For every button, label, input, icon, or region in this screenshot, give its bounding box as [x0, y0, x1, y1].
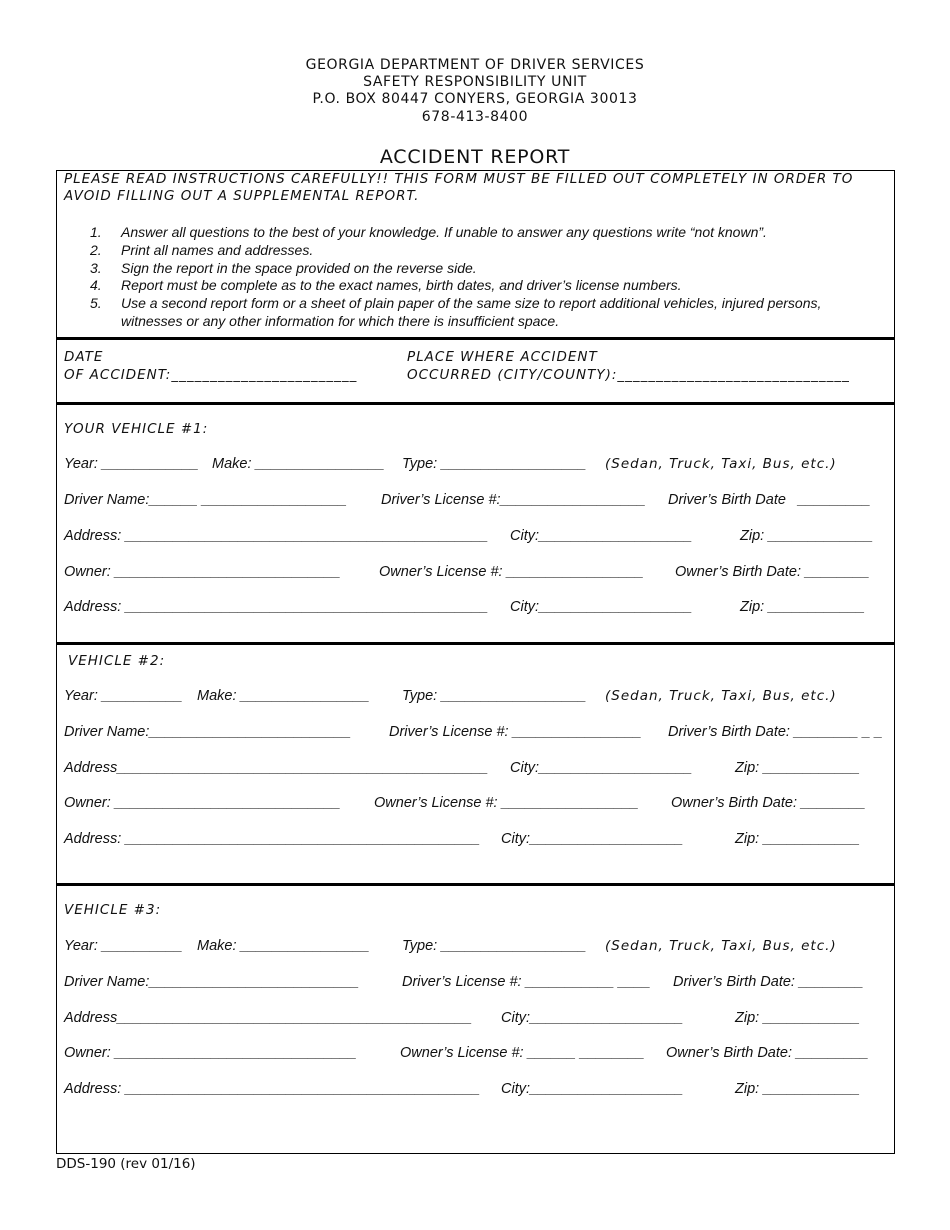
item-text: Answer all questions to the best of your knowledge. If unable to answer any questions write “not known”. — [121, 224, 767, 240]
vehicle-3-address-field[interactable]: Address____________________________________________ — [64, 1010, 473, 1026]
vehicle-1-type-field[interactable]: Type: __________________ — [402, 456, 587, 472]
agency-name: GEORGIA DEPARTMENT OF DRIVER SERVICES — [305, 57, 645, 73]
vehicle-2-address-field[interactable]: Address______________________________________________ — [64, 760, 489, 776]
vehicle-1-owner-field[interactable]: Owner: ____________________________ — [64, 564, 341, 580]
accident-date-field[interactable]: OF ACCIDENT:________________________ — [64, 367, 358, 383]
vehicle-3-zip-field[interactable]: Zip: ____________ — [735, 1010, 860, 1026]
vehicle-2-year-field[interactable]: Year: __________ — [64, 688, 183, 704]
vehicle-2-owner-zip-field[interactable]: Zip: ____________ — [735, 831, 860, 847]
list-item — [90, 295, 880, 331]
vehicle-2-zip-field[interactable]: Zip: ____________ — [735, 760, 860, 776]
accident-place-field[interactable]: OCCURRED (CITY/COUNTY):______________________________ — [407, 367, 850, 383]
vehicle-1-owner-zip-field[interactable]: Zip: ____________ — [740, 599, 865, 615]
item-text: Sign the report in the space provided on the reverse side. — [121, 259, 477, 276]
vehicle-1-year-field[interactable]: Year: ____________ — [64, 456, 199, 472]
section-divider — [56, 337, 895, 340]
vehicle-3-owner-zip-field[interactable]: Zip: ____________ — [735, 1081, 860, 1097]
vehicle-1-type-hint: (Sedan, Truck, Taxi, Bus, etc.) — [605, 456, 837, 472]
item-number: 1. — [90, 224, 102, 240]
vehicle-2-type-hint: (Sedan, Truck, Taxi, Bus, etc.) — [605, 688, 837, 704]
vehicle-1-zip-field[interactable]: Zip: _____________ — [740, 528, 874, 544]
vehicle-1-owner-city-field[interactable]: City:___________________ — [510, 599, 693, 615]
item-text: Use a second report form or a sheet of plain paper of the same size to report additional vehicles, injured persons, witnesses or any other information for which there is insufficient space. — [121, 295, 822, 329]
vehicle-2-driver-birth-date-field[interactable]: Driver’s Birth Date: ________ _ _ — [668, 724, 883, 740]
vehicle-2-owner-license-field[interactable]: Owner’s License #: _________________ — [374, 795, 639, 811]
vehicle-2-owner-birth-date-field[interactable]: Owner’s Birth Date: ________ — [671, 795, 866, 811]
vehicle-3-driver-license-field[interactable]: Driver’s License #: ___________ ____ — [402, 974, 651, 990]
vehicle-1-owner-address-field[interactable]: Address: _____________________________________________ — [64, 599, 489, 615]
vehicle-1-owner-license-field[interactable]: Owner’s License #: _________________ — [379, 564, 644, 580]
vehicle-3-owner-city-field[interactable]: City:___________________ — [501, 1081, 684, 1097]
vehicle-2-owner-city-field[interactable]: City:___________________ — [501, 831, 684, 847]
vehicle-1-heading: YOUR VEHICLE #1: — [64, 421, 209, 437]
vehicle-3-owner-address-field[interactable]: Address: ____________________________________________ — [64, 1081, 481, 1097]
phone-number: 678-413-8400 — [421, 109, 529, 125]
vehicle-3-owner-birth-date-field[interactable]: Owner’s Birth Date: _________ — [666, 1045, 869, 1061]
vehicle-3-type-hint: (Sedan, Truck, Taxi, Bus, etc.) — [605, 938, 837, 954]
vehicle-2-make-field[interactable]: Make: ________________ — [197, 688, 370, 704]
vehicle-3-owner-license-field[interactable]: Owner’s License #: ______ ________ — [400, 1045, 645, 1061]
instructions-list — [90, 224, 880, 331]
vehicle-3-year-field[interactable]: Year: __________ — [64, 938, 183, 954]
vehicle-1-driver-name-field[interactable]: Driver Name:______ __________________ — [64, 492, 347, 508]
instructions-intro: PLEASE READ INSTRUCTIONS CAREFULLY!! THIS FORM MUST BE FILLED OUT COMPLETELY IN ORDER TO AVOID FILLING OUT A SUPPLEMENTAL REPORT. — [64, 171, 854, 204]
page-title: ACCIDENT REPORT — [379, 146, 571, 168]
section-divider — [56, 883, 895, 886]
vehicle-2-owner-address-field[interactable]: Address: ____________________________________________ — [64, 831, 481, 847]
vehicle-2-driver-name-field[interactable]: Driver Name:_________________________ — [64, 724, 352, 740]
item-number: 2. — [90, 241, 102, 258]
item-number: 3. — [90, 259, 102, 276]
item-text: Report must be complete as to the exact names, birth dates, and driver’s license numbers. — [121, 277, 682, 294]
accident-place-label: PLACE WHERE ACCIDENT — [407, 349, 598, 365]
accident-date-label: DATE — [64, 349, 104, 365]
vehicle-1-make-field[interactable]: Make: ________________ — [212, 456, 385, 472]
mailing-address: P.O. BOX 80447 CONYERS, GEORGIA 30013 — [312, 91, 638, 107]
vehicle-3-owner-field[interactable]: Owner: ______________________________ — [64, 1045, 357, 1061]
vehicle-1-address-field[interactable]: Address: _____________________________________________ — [64, 528, 489, 544]
item-number: 4. — [90, 277, 102, 294]
vehicle-3-driver-name-field[interactable]: Driver Name:__________________________ — [64, 974, 360, 990]
vehicle-3-make-field[interactable]: Make: ________________ — [197, 938, 370, 954]
vehicle-3-city-field[interactable]: City:___________________ — [501, 1010, 684, 1026]
list-item — [90, 260, 880, 278]
section-divider — [56, 642, 895, 645]
item-number: 5. — [90, 295, 102, 312]
vehicle-2-type-field[interactable]: Type: __________________ — [402, 688, 587, 704]
vehicle-3-driver-birth-date-field[interactable]: Driver’s Birth Date: ________ — [673, 974, 864, 990]
vehicle-1-city-field[interactable]: City:___________________ — [510, 528, 693, 544]
vehicle-1-driver-license-field[interactable]: Driver’s License #:__________________ — [381, 492, 646, 508]
vehicle-2-owner-field[interactable]: Owner: ____________________________ — [64, 795, 341, 811]
vehicle-1-driver-birth-date-field[interactable]: Driver’s Birth Date _________ — [668, 492, 871, 508]
unit-name: SAFETY RESPONSIBILITY UNIT — [363, 74, 587, 90]
list-item — [90, 224, 880, 242]
form-number: DDS-190 (rev 01/16) — [56, 1156, 196, 1172]
vehicle-2-heading: VEHICLE #2: — [68, 653, 166, 669]
section-divider — [56, 402, 895, 405]
vehicle-3-heading: VEHICLE #3: — [64, 902, 162, 918]
vehicle-2-driver-license-field[interactable]: Driver’s License #: ________________ — [389, 724, 642, 740]
vehicle-2-city-field[interactable]: City:___________________ — [510, 760, 693, 776]
list-item — [90, 242, 880, 260]
vehicle-3-type-field[interactable]: Type: __________________ — [402, 938, 587, 954]
list-item — [90, 277, 880, 295]
vehicle-1-owner-birth-date-field[interactable]: Owner’s Birth Date: ________ — [675, 564, 870, 580]
item-text: Print all names and addresses. — [121, 241, 314, 258]
